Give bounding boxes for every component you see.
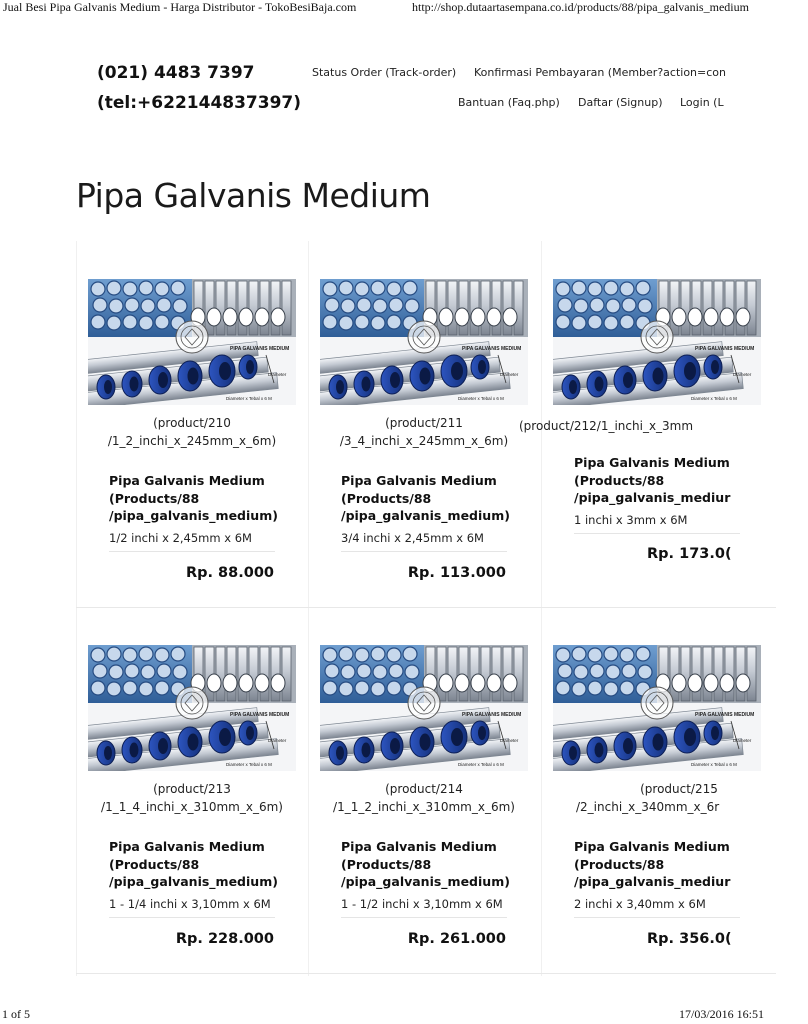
product-name[interactable]: Pipa Galvanis Medium — [574, 839, 730, 854]
product-image[interactable] — [88, 279, 296, 405]
product-name[interactable]: Pipa Galvanis Medium — [109, 473, 265, 488]
product-name[interactable]: /pipa_galvanis_mediur — [574, 874, 731, 889]
product-name[interactable]: Pipa Galvanis Medium — [109, 839, 265, 854]
product-price: Rp. 356.0( — [647, 931, 732, 947]
product-name[interactable]: (Products/88 — [574, 856, 665, 872]
product-link[interactable]: (product/214 — [385, 782, 463, 796]
product-image-diameter: Diameter — [268, 372, 287, 377]
product-description: 3/4 inchi x 2,45mm x 6M — [341, 531, 484, 545]
nav-link-bantuan[interactable]: Bantuan (Faq.php) — [458, 96, 560, 109]
product-name[interactable]: /pipa_galvanis_medium) — [341, 508, 510, 523]
card-separator — [341, 917, 507, 918]
product-link[interactable]: (product/211 — [385, 416, 463, 430]
product-grid — [76, 241, 776, 976]
print-header — [0, 0, 768, 16]
product-image-diameter: Diameter — [500, 738, 519, 743]
product-image[interactable] — [320, 645, 528, 771]
product-image-label: PIPA GALVANIS MEDIUM — [695, 712, 755, 718]
phone-tel-link[interactable]: (tel:+622144837397) — [97, 93, 302, 113]
product-name[interactable]: Pipa Galvanis Medium — [341, 473, 497, 488]
product-link[interactable]: (product/210 — [153, 416, 231, 430]
product-name[interactable]: (Products/88 — [574, 472, 665, 488]
product-description: 1/2 inchi x 2,45mm x 6M — [109, 531, 252, 545]
product-name[interactable]: Pipa Galvanis Medium — [574, 455, 730, 470]
product-image-label: PIPA GALVANIS MEDIUM — [230, 346, 290, 352]
nav-link-login[interactable]: Login (L — [680, 96, 724, 109]
product-card[interactable] — [519, 241, 773, 606]
product-name[interactable]: (Products/88 — [109, 856, 200, 872]
product-link[interactable]: /2_inchi_x_340mm_x_6r — [576, 800, 720, 814]
print-page-title: Jual Besi Pipa Galvanis Medium - Harga Distributor - TokoBesiBaja.com — [3, 0, 357, 14]
product-image-dimension: Diameter x Tebal x 6 M — [691, 396, 737, 401]
product-image-diameter: Diameter — [733, 372, 752, 377]
product-link[interactable]: /1_1_4_inchi_x_310mm_x_6m) — [101, 800, 283, 814]
product-link[interactable]: (product/215 — [640, 782, 718, 796]
product-name[interactable]: (Products/88 — [341, 490, 432, 506]
product-image[interactable] — [88, 645, 296, 771]
product-name[interactable]: (Products/88 — [109, 490, 200, 506]
card-separator — [574, 917, 740, 918]
nav-link-status-order[interactable]: Status Order (Track-order) — [312, 66, 457, 79]
page-title: Pipa Galvanis Medium — [76, 176, 431, 215]
print-footer — [0, 1006, 768, 1024]
product-price: Rp. 228.000 — [175, 931, 274, 947]
grid-divider — [76, 973, 776, 974]
page-counter: 1 of 5 — [2, 1007, 30, 1021]
product-description: 1 inchi x 3mm x 6M — [574, 513, 688, 527]
card-separator — [574, 533, 740, 534]
card-separator — [109, 917, 275, 918]
product-name[interactable]: (Products/88 — [341, 856, 432, 872]
product-image-label: PIPA GALVANIS MEDIUM — [230, 712, 290, 718]
product-card[interactable] — [541, 607, 773, 972]
product-description: 1 - 1/2 inchi x 3,10mm x 6M — [341, 897, 503, 911]
nav-link-konfirmasi-pembayaran[interactable]: Konfirmasi Pembayaran (Member?action=con — [474, 66, 726, 79]
product-link[interactable]: (product/212/1_inchi_x_3mm — [519, 419, 694, 433]
product-link[interactable]: /1_1_2_inchi_x_310mm_x_6m) — [333, 800, 515, 814]
product-name[interactable]: Pipa Galvanis Medium — [341, 839, 497, 854]
product-image[interactable] — [553, 645, 761, 771]
product-link[interactable]: /1_2_inchi_x_245mm_x_6m) — [107, 434, 277, 448]
card-separator — [109, 551, 275, 552]
card-separator — [341, 551, 507, 552]
product-price: Rp. 113.000 — [407, 565, 506, 581]
product-card[interactable] — [308, 607, 540, 972]
product-name[interactable]: /pipa_galvanis_medium) — [341, 874, 510, 889]
product-name[interactable]: /pipa_galvanis_mediur — [574, 490, 731, 505]
print-page-url: http://shop.dutaartasempana.co.id/products/88/pipa_galvanis_medium — [412, 0, 749, 14]
product-description: 2 inchi x 3,40mm x 6M — [574, 897, 706, 911]
product-price: Rp. 88.000 — [185, 565, 274, 581]
phone-number[interactable]: (021) 4483 7397 — [97, 63, 255, 83]
product-image-dimension: Diameter x Tebal x 6 M — [691, 762, 737, 767]
product-price: Rp. 261.000 — [407, 931, 506, 947]
product-image-label: PIPA GALVANIS MEDIUM — [695, 346, 755, 352]
product-link[interactable]: /3_4_inchi_x_245mm_x_6m) — [339, 434, 509, 448]
product-description: 1 - 1/4 inchi x 3,10mm x 6M — [109, 897, 271, 911]
product-card[interactable] — [76, 241, 308, 606]
product-image-diameter: Diameter — [500, 372, 519, 377]
product-image-dimension: Diameter x Tebal x 6 M — [458, 396, 504, 401]
product-card[interactable] — [76, 607, 308, 972]
product-image-label: PIPA GALVANIS MEDIUM — [462, 712, 522, 718]
product-name[interactable]: /pipa_galvanis_medium) — [109, 874, 278, 889]
product-name[interactable]: /pipa_galvanis_medium) — [109, 508, 278, 523]
product-card[interactable] — [308, 241, 540, 606]
product-price: Rp. 173.0( — [647, 546, 732, 562]
product-image-diameter: Diameter — [268, 738, 287, 743]
product-image-diameter: Diameter — [733, 738, 752, 743]
product-link[interactable]: (product/213 — [153, 782, 231, 796]
product-image-dimension: Diameter x Tebal x 6 M — [458, 762, 504, 767]
product-image-label: PIPA GALVANIS MEDIUM — [462, 346, 522, 352]
product-image[interactable] — [320, 279, 528, 405]
page-viewport — [0, 16, 755, 1006]
product-image-dimension: Diameter x Tebal x 6 M — [226, 762, 272, 767]
product-image[interactable] — [553, 279, 761, 405]
product-image-dimension: Diameter x Tebal x 6 M — [226, 396, 272, 401]
print-timestamp: 17/03/2016 16:51 — [678, 1007, 764, 1021]
nav-link-daftar[interactable]: Daftar (Signup) — [578, 96, 663, 109]
